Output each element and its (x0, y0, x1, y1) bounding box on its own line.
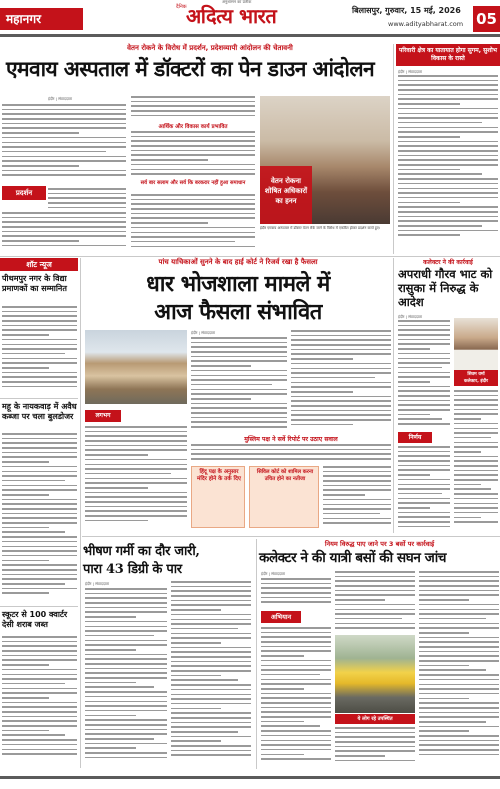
collector-story (396, 258, 500, 533)
bus-story (259, 539, 500, 774)
heat-headline-1: भीषण गर्मी का दौर जारी, (83, 544, 200, 559)
lead-subhead-1: आर्थिक और विकास कार्य प्रभावित (158, 124, 228, 130)
short-news-head: शॉट न्यूज (0, 258, 78, 271)
masthead (0, 0, 500, 44)
top-right-story (396, 44, 500, 242)
divider-v-left (80, 258, 81, 768)
dhar-headline-2: आज फैसला संभावित (154, 299, 322, 325)
dhar-body-col4 (323, 466, 391, 528)
short-news-3-body (2, 636, 77, 766)
dhar-body-col3 (291, 330, 391, 432)
lead-tag: प्रदर्शन (2, 186, 46, 200)
collector-tag: निर्णय (398, 432, 432, 443)
portrait-name: शिवम वर्मा (467, 372, 485, 377)
bus-body-col2 (335, 571, 415, 633)
divider-h1 (0, 256, 500, 257)
lead-body-col2c (131, 194, 255, 250)
collector-body-3 (398, 446, 450, 530)
dateline: बिलासपुर, गुरुवार, 15 मई, 2026 (352, 6, 461, 15)
dhar-body-col1 (85, 426, 187, 526)
heat-body-col2 (171, 581, 251, 768)
top-right-byline: इंदौर | संवाददाता (398, 69, 422, 74)
bus-photo (335, 635, 415, 713)
heat-body-col1 (85, 588, 167, 768)
divider-h2 (82, 536, 500, 537)
lead-photo (260, 96, 390, 224)
footer-bar (0, 776, 500, 779)
collector-headline: अपराधी गौरव भाट को रासुका में निरुद्ध के आदेश (398, 267, 493, 309)
bus-body-col3 (419, 571, 499, 767)
collector-body-1 (398, 320, 450, 430)
collector-kicker: कलेक्टर ने की कार्रवाई (423, 259, 473, 266)
brand-tagline: अनुशासन का प्रतीक (222, 0, 252, 4)
collector-portrait-caption (454, 370, 498, 386)
dhar-box-1-title: हिंदू पक्ष के अनुसार मंदिर होने के तर्क दिए (197, 469, 241, 482)
bus-tag: अभियान (261, 611, 301, 623)
dhar-box-2 (249, 466, 319, 528)
collector-byline: इंदौर | संवाददाता (398, 314, 422, 319)
lead-body-col2b (131, 131, 255, 178)
dhar-photo (85, 330, 187, 404)
bus-body-col1 (261, 578, 331, 608)
lead-kicker: वेतन रोकने के विरोध में प्रदर्शन, प्रदेशव्यापी आंदोलन की चेतावनी (127, 44, 293, 52)
dhar-byline: इंदौर | संवाददाता (191, 330, 215, 335)
page-number: 05 (473, 6, 500, 32)
short-news-3-title: स्कूटर से 100 क्वार्टर देसी शराब जब्त (2, 610, 68, 629)
lead-photo-caption: वेतन रोकना शोषित अधिकारों का हनन (264, 177, 308, 205)
heat-headline-2: पारा 43 डिग्री के पार (83, 562, 182, 577)
bus-photo-caption: ये लोग रहे उपस्थित (335, 714, 415, 724)
left-divider-2 (0, 606, 78, 607)
dhar-box-2-title: सिविल कोर्ट को शामिल करना उचित होने का नतीजा (256, 469, 314, 482)
bus-body-col1b (261, 627, 331, 767)
divider-v-right (393, 44, 394, 254)
lead-byline: इंदौर | संवाददाता (48, 96, 72, 101)
lead-body-col1c (2, 212, 126, 250)
dhar-headline-1: धार भोजशाला मामले में (146, 271, 330, 297)
website[interactable]: www.adityabharat.com (388, 20, 464, 28)
heat-byline: इंदौर | संवाददाता (85, 581, 109, 586)
dhar-story (83, 258, 393, 533)
left-divider-1 (0, 398, 78, 399)
dhar-tag: लगभग (85, 410, 121, 422)
divider-v-bottom (256, 539, 257, 769)
portrait-role: कलेक्टर, इंदौर (464, 379, 488, 384)
dhar-kicker: पांच याचिकाओं सुनने के बाद हाई कोर्ट ने रिजर्व रखा है फैसला (158, 258, 318, 266)
bus-headline: कलेक्टर ने की यात्री बसों की सघन जांच (259, 550, 447, 566)
lead-headline: एमवाय अस्पताल में डॉक्टरों का पेन डाउन आंदोलन (6, 56, 375, 81)
top-right-body (398, 75, 498, 240)
bus-body-col2b (335, 727, 415, 767)
brand-prefix: दैनिक (176, 4, 187, 10)
dhar-body-col2 (191, 337, 287, 432)
collector-portrait (454, 318, 498, 370)
dhar-box-1 (191, 466, 245, 528)
divider-v-right-2 (393, 258, 394, 533)
lead-body-col2 (131, 96, 255, 122)
bus-byline: इंदौर | संवाददाता (261, 571, 285, 576)
heat-story (83, 539, 253, 774)
short-news-2-body (2, 433, 77, 603)
lead-subhead-2: सर्व बार सलाम और सर्व कि बरकरार नहीं हुआ समाधान (140, 180, 246, 186)
lead-photo-caption-text: इंदौर एमवाय अस्पताल में डॉक्टर वेतन रोके जाने के विरोध में एकत्रित होकर प्रदर्शन करते हुए। (260, 226, 381, 230)
short-news-2-title: महू के नायकवाड़ में अवैध कब्जा पर चला बुलडोजर (2, 402, 77, 421)
dhar-mid-body (191, 444, 391, 464)
lead-body-col1b (48, 188, 126, 210)
left-column (0, 258, 78, 768)
short-news-1-title: पीथमपुर नगर के विद्या प्रमाणकों का सम्मानित (2, 274, 67, 293)
brand-logo: अदित्य भारत (186, 4, 277, 28)
top-right-title: परिवारी क्षेत्र का यातायात होगा सुगम, सुशोभ विकास के रास्ते (396, 44, 500, 66)
lead-body-col1 (2, 104, 126, 184)
masthead-bar (0, 34, 500, 37)
section-label: महानगर (0, 8, 83, 30)
short-news-1-body (2, 306, 77, 394)
dhar-mid-title: मुस्लिम पक्ष ने सर्वे रिपोर्ट पर उठाए सवाल (244, 436, 338, 443)
bus-kicker: नियम विरुद्ध पाए जाने पर 3 बसों पर कार्रवाई (324, 540, 435, 548)
lead-story (0, 44, 392, 254)
collector-body-2 (454, 390, 498, 530)
